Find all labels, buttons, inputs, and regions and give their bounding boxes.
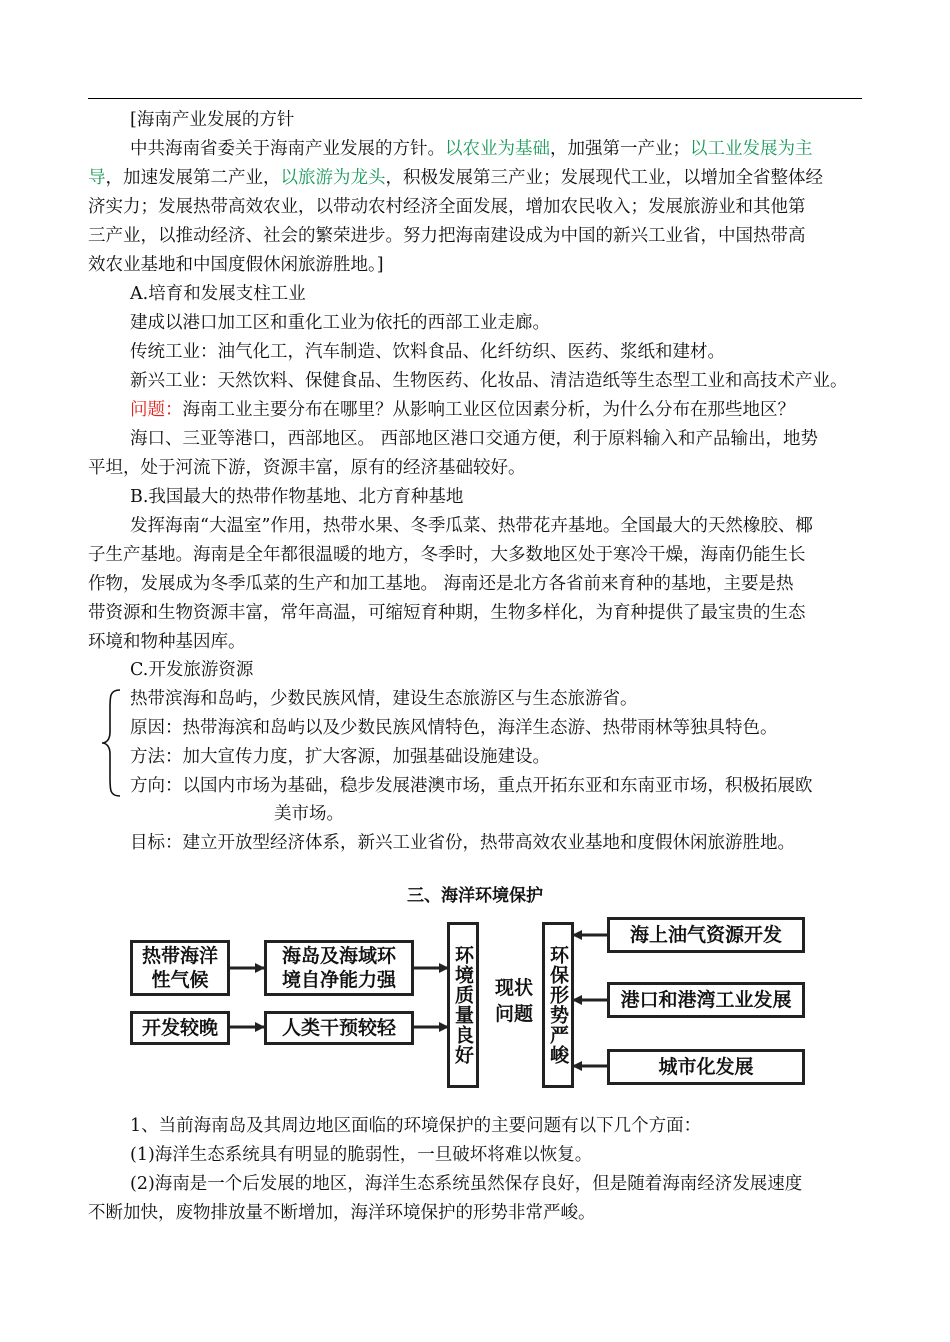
box-urbanization	[607, 1049, 805, 1085]
section-a-title: A.培育和发展支柱工业	[130, 284, 306, 304]
box-text: 海上油气资源开发	[629, 924, 782, 946]
text-line: 建成以港口加工区和重化工业为依托的西部工业走廊。	[130, 313, 550, 333]
highlight-industry-end: 导	[88, 168, 106, 188]
text-line: 热带滨海和岛屿，少数民族风情，建设生态旅游区与生态旅游省。	[130, 689, 638, 709]
box-text: 开发较晚	[141, 1017, 218, 1039]
text-line: (2)海南是一个后发展的地区，海洋生态系统虽然保存良好，但是随着海南经济发展速度	[130, 1174, 803, 1194]
text-run: ，加强第一产业；	[550, 139, 690, 159]
box-text: 环境质量良好	[452, 945, 474, 1065]
text-run: 中共海南省委关于海南产业发展的方针。	[130, 139, 445, 159]
text-line: 方法：加大宣传力度，扩大客源，加强基础设施建设。	[130, 747, 550, 767]
text-line: 目标：建立开放型经济体系，新兴工业省份，热带高效农业基地和度假休闲旅游胜地。	[130, 833, 795, 853]
box-tropical-climate	[130, 940, 230, 996]
text-run: ，加速发展第二产业，	[105, 168, 281, 188]
text-line: 济实力；发展热带高效农业，以带动农村经济全面发展，增加农民收入；发展旅游业和其他第	[88, 197, 806, 217]
question-label: 问题：	[130, 400, 183, 420]
text-line: 原因：热带海滨和岛屿以及少数民族风情特色，海洋生态游、热带雨林等独具特色。	[130, 718, 778, 738]
text-line: 作物，发展成为冬季瓜菜的生产和加工基地。 海南还是北方各省前来育种的基地，主要是热	[88, 574, 794, 594]
label-status-problem	[486, 975, 542, 1027]
box-text: 城市化发展	[658, 1056, 754, 1078]
box-severe-situation	[542, 922, 574, 1088]
text-line: 美市场。	[274, 804, 344, 824]
text-line: (1)海洋生态系统具有明显的脆弱性，一旦破坏将难以恢复。	[130, 1145, 593, 1165]
section-c-title: C.开发旅游资源	[130, 660, 254, 680]
box-port-industry	[607, 982, 805, 1018]
label-text: 现状	[494, 977, 533, 999]
box-text: 人类干预较轻	[281, 1017, 396, 1039]
question-text: 海南工业主要分布在哪里？从影响工业区位因素分析，为什么分布在那些地区？	[182, 400, 795, 420]
label-text: 问题	[494, 1003, 533, 1025]
text-line: 发挥海南“大温室”作用，热带水果、冬季瓜菜、热带花卉基地。全国最大的天然橡胶、椰	[130, 516, 813, 536]
text-line: 环境和物种基因库。	[88, 632, 246, 652]
box-late-development	[130, 1011, 230, 1045]
box-text: 热带海洋	[141, 945, 218, 967]
text-line: 三产业，以推动经济、社会的繁荣进步。努力把海南建设成为中国的新兴工业省，中国热带高	[88, 226, 806, 246]
highlight-agriculture: 以农业为基础	[445, 139, 550, 159]
text-run: ，积极发展第三产业；发展现代工业，以增加全省整体经	[385, 168, 823, 188]
text-line: 子生产基地。海南是全年都很温暖的地方，冬季时，大多数地区处于寒冷干燥，海南仍能生长	[88, 545, 806, 565]
box-text: 环保形势严峻	[547, 945, 569, 1065]
text-line: 方向：以国内市场为基础，稳步发展港澳市场，重点开拓东亚和东南亚市场，积极拓展欧	[130, 776, 813, 796]
box-offshore-oil	[607, 917, 805, 953]
box-self-cleaning	[264, 940, 414, 996]
text-line: 平坦，处于河流下游，资源丰富，原有的经济基础较好。	[88, 458, 526, 478]
text-line: 效农业基地和中国度假休闲旅游胜地。]	[88, 255, 384, 275]
text-line: 1、当前海南岛及其周边地区面临的环境保护的主要问题有以下几个方面：	[130, 1116, 702, 1136]
box-good-quality	[447, 922, 479, 1088]
section-heading: 三、海洋环境保护	[407, 886, 543, 906]
box-text: 海岛及海域环	[281, 945, 396, 967]
highlight-tourism: 以旅游为龙头	[280, 168, 386, 188]
text-line: 传统工业：油气化工，汽车制造、饮料食品、化纤纺织、医药、浆纸和建材。	[130, 342, 725, 362]
box-text: 性气候	[151, 969, 209, 991]
text-line: 不断加快，废物排放量不断增加，海洋环境保护的形势非常严峻。	[88, 1203, 596, 1223]
section-b-title: B.我国最大的热带作物基地、北方育种基地	[130, 487, 464, 507]
box-text: 境自净能力强	[281, 969, 396, 991]
box-low-human-intervention	[264, 1011, 414, 1045]
text-line: 带资源和生物资源丰富，常年高温，可缩短育种期，生物多样化，为育种提供了最宝贵的生态	[88, 603, 806, 623]
bracket-title: [海南产业发展的方针	[130, 110, 295, 130]
text-line: 新兴工业：天然饮料、保健食品、生物医药、化妆品、清洁造纸等生态型工业和高技术产业。	[130, 371, 848, 391]
highlight-industry: 以工业发展为主	[690, 139, 813, 159]
box-text: 港口和港湾工业发展	[620, 989, 792, 1011]
text-line: 海口、三亚等港口，西部地区。 西部地区港口交通方便，利于原料输入和产品输出，地势	[130, 429, 819, 449]
